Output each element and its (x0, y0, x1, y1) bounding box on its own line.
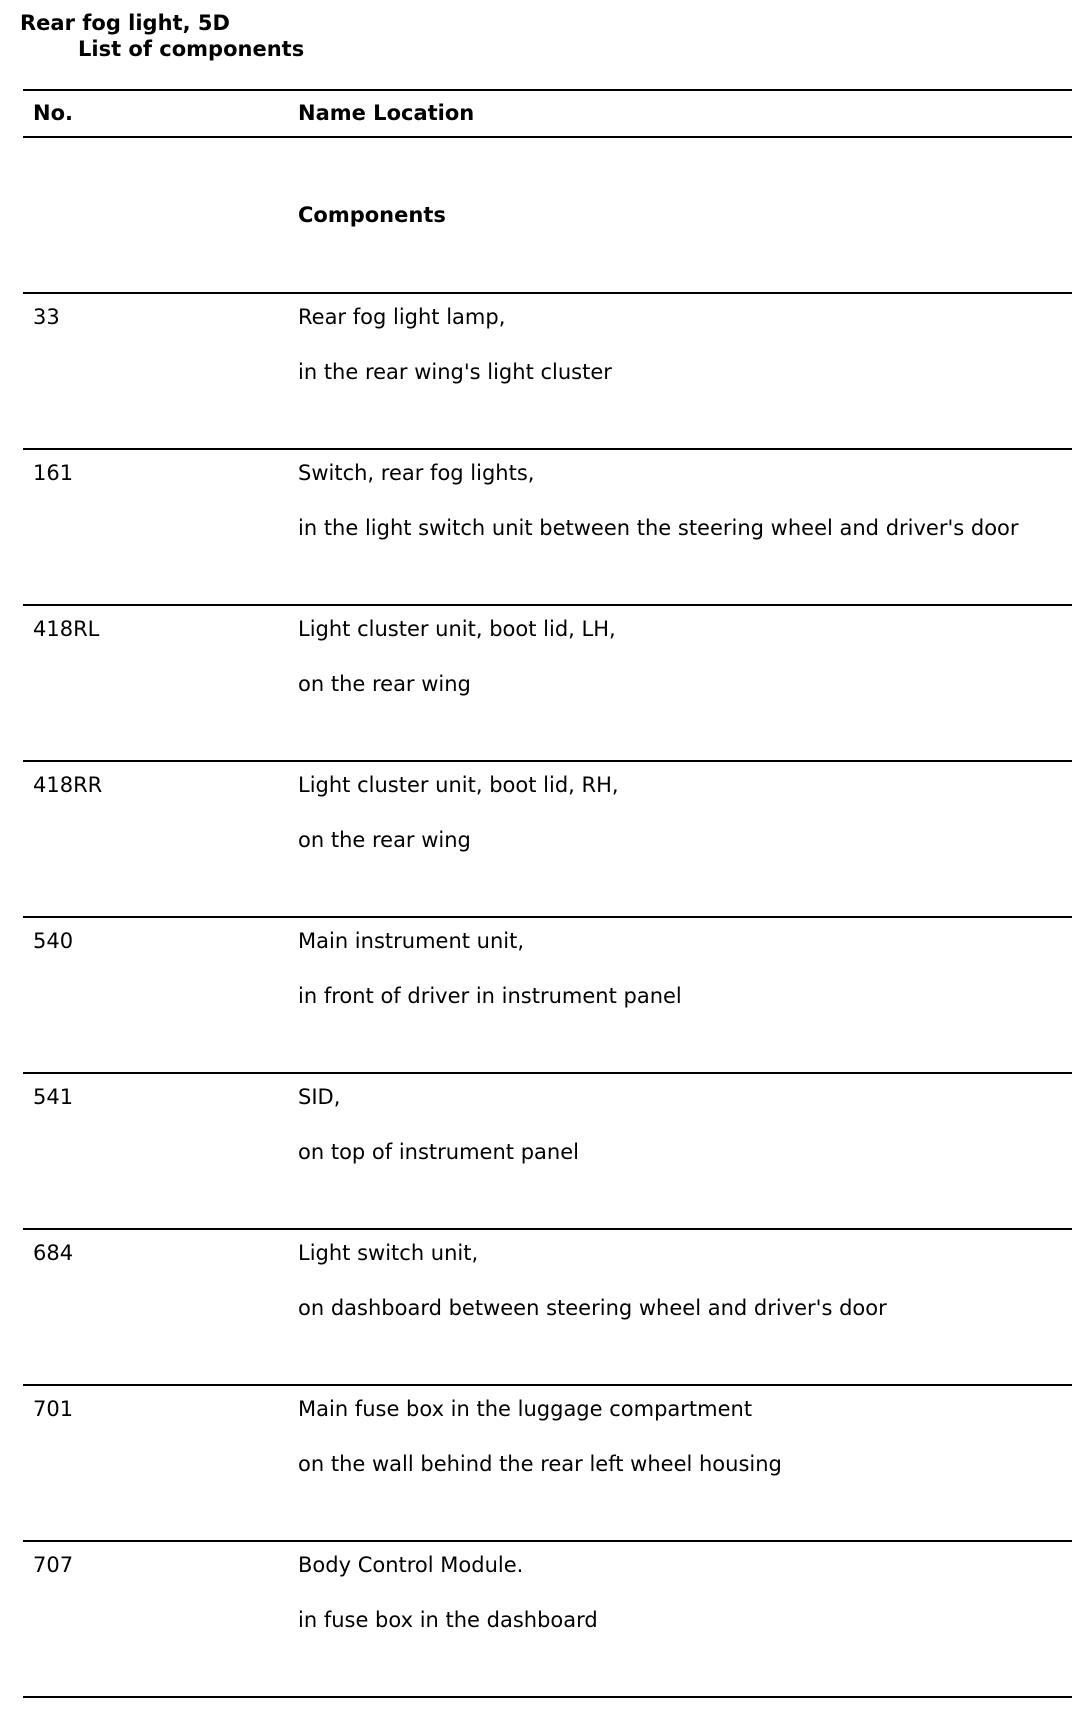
header-bottom-rule (23, 136, 1072, 138)
component-number: 684 (33, 1241, 74, 1265)
component-name: Light cluster unit, boot lid, RH, (298, 773, 619, 797)
component-location: in front of driver in instrument panel (298, 984, 682, 1008)
section-heading-components: Components (298, 203, 446, 227)
column-header-no: No. (33, 101, 73, 125)
component-number: 701 (33, 1397, 74, 1421)
table-row (0, 1228, 1088, 1384)
table-row (0, 1072, 1088, 1228)
document-title: Rear fog light, 5D (20, 11, 230, 35)
component-number: 541 (33, 1085, 74, 1109)
table-top-rule (23, 89, 1072, 91)
component-number: 707 (33, 1553, 74, 1577)
component-name: Light cluster unit, boot lid, LH, (298, 617, 616, 641)
table-row (0, 292, 1088, 448)
component-name: Rear fog light lamp, (298, 305, 506, 329)
component-number: 418RR (33, 773, 103, 797)
component-location: in the rear wing's light cluster (298, 360, 612, 384)
table-row (0, 1540, 1088, 1696)
component-name: Main fuse box in the luggage compartment (298, 1397, 753, 1421)
column-header-name-location: Name Location (298, 101, 475, 125)
table-row (0, 760, 1088, 916)
table-row (0, 1384, 1088, 1540)
component-number: 540 (33, 929, 74, 953)
component-name: Main instrument unit, (298, 929, 525, 953)
table-bottom-rule (23, 1696, 1072, 1698)
component-number: 418RL (33, 617, 100, 641)
component-name: Body Control Module. (298, 1553, 524, 1577)
component-location: on the rear wing (298, 672, 471, 696)
table-row (0, 604, 1088, 760)
component-location: on dashboard between steering wheel and driver's door (298, 1296, 887, 1320)
component-name: SID, (298, 1085, 341, 1109)
component-location: on the wall behind the rear left wheel housing (298, 1452, 782, 1476)
table-row (0, 916, 1088, 1072)
component-number: 33 (33, 305, 60, 329)
table-row (0, 448, 1088, 604)
document-subtitle: List of components (78, 37, 305, 61)
component-location: in the light switch unit between the steering wheel and driver's door (298, 516, 1019, 540)
component-number: 161 (33, 461, 74, 485)
component-name: Light switch unit, (298, 1241, 479, 1265)
component-location: on top of instrument panel (298, 1140, 579, 1164)
component-location: in fuse box in the dashboard (298, 1608, 598, 1632)
component-location: on the rear wing (298, 828, 471, 852)
component-name: Switch, rear fog lights, (298, 461, 535, 485)
